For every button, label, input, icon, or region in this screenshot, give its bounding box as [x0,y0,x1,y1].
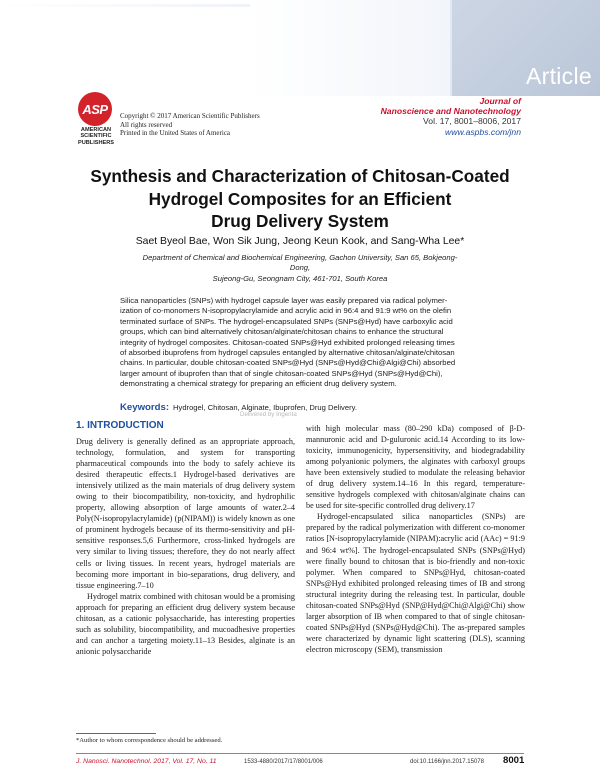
abstract-line: of absorbed ibuprofens from hydrogel capsules entangled by alternative chitosan/alginate/chitosan [120,348,455,358]
title-line: Hydrogel Composites for an Efficient [148,188,452,209]
page-number: 8001 [503,755,525,766]
author-list: Saet Byeol Bae, Won Sik Jung, Jeong Keun Kook, and Sang-Wha Lee* [135,236,465,247]
affiliation-line: Sujeong-Gu, Seongnam City, 461-701, South Korea [212,273,388,283]
footer-issn: 1533-4880/2017/17/8001/006 [244,759,323,765]
journal-url-link[interactable]: www.aspbs.com/jnn [445,126,521,137]
section-heading-introduction: 1. INTRODUCTION [76,420,164,431]
footnote-divider [76,733,156,734]
paragraph: with high molecular mass (80–290 kDa) composed of β-D-mannuronic acid and D-guluronic acid.14 According to its low-toxicity, immunogenicity, hypersensitivity, and biodegradability among polyanionic polymers, the alginates with carboxyl groups have been extensively studied to modulate the releasing behavior of drug delivery system.14–16 In this regard, temperature-sensitive hydrogels complexed with chitosan/alginate chains can be used for site-specific controlled drug delivery.17 [306,424,525,511]
title-line: Synthesis and Characterization of Chitosan-Coated [90,166,510,186]
keywords-list: Hydrogel, Chitosan, Alginate, Ibuprofen, Drug Delivery. [173,403,357,412]
copyright-line: Copyright © 2017 American Scientific Publishers [120,112,260,120]
abstract-line: integrity of hydrogel composites. Chitosan-coated SNPs@Hyd exhibited prolonged releasing times [120,337,455,347]
asp-logo-icon: ASP [78,92,112,126]
keywords-label: Keywords: [120,402,170,413]
paper-title [40,165,560,233]
corresponding-author-footnote: *Author to whom correspondence should be addressed. [76,737,223,744]
body-column-left [76,436,295,657]
abstract-line: larger amount of ibuprofen than that of single chitosan-coated SNPs@Hyd (SNPs@Hyd@Chi), [120,368,443,378]
abstract-line: chains. In particular, double chitosan-coated SNPs@Hyd (SNPs@Hyd@Chi@Algi@Chi) absorbed [120,358,456,368]
printed-line: Printed in the United States of America [120,129,231,138]
abstract [120,296,482,390]
paragraph: Hydrogel matrix combined with chitosan would be a promising approach for preparing an efficient drug delivery system because chitosan, as a cationic polysaccharide, has interesting properties such as solubility, biocompatibility, and mucoadhesive properties and can anchor a targeting moiety.11–13 Besides, alginate is an anionic polysaccharide [76,591,295,656]
copyright-notice [120,112,260,138]
article-type-label: Article [525,63,592,89]
affiliation [135,253,465,284]
paragraph: Hydrogel-encapsulated silica nanoparticles (SNPs) are prepared by the radical polymerization with different co-monomer ratios [N-isopropylacrylamide (NIPAM):acrylic acid (AAc) = 91:9 and 96:4 wt%]. The hydrogel-encapsulated SNPs (SNPs@Hyd) were finally bound to chitosan that is bio-friendly and non-toxic polymer. When compared to SNPs@Hyd, chitosan-coated SNPs@Hyd exhibited prolonged releasing times of IB and strong structural integrity during the releasing test. In particular, double chitosan-coated SNPs@Hyd (SNP@Hyd@Chi@Algi@Chi) show larger absorption of IB when compared to that of single chitosan-coated SNPs@Hyd (SNPs@Hyd@Chi). The as-prepared samples were characterized by dynamic light scattering (DLS), scanning electron microscopy (SEM), transmission [306,512,525,654]
delivery-watermark [240,411,297,419]
abstract-line: ization of co-monomers N-isopropylacrylamide and acrylic acid in 96:4 and 91:9 wt% on the olefin [120,306,452,316]
watermark-delivered-line: Delivered by Ingenta [240,411,297,418]
footer-divider [76,753,524,754]
keywords [120,402,482,413]
logo-line: SCIENTIFIC [80,133,112,140]
journal-info [381,96,521,137]
journal-name-line2: Nanoscience and Nanotechnology [380,106,521,117]
header-banner [0,0,600,96]
logo-line: PUBLISHERS [77,139,115,146]
journal-name-line1: Journal of [479,96,521,106]
journal-volume: Vol. 17, 8001–8006, 2017 [423,116,521,127]
abstract-line: Silica nanoparticles (SNPs) with hydrogel capsule layer was easily prepared via radical polymer- [120,296,448,305]
affiliation-line: Department of Chemical and Biochemical Engineering, Gachon University, San 65, Bokjeong-Dong, [142,253,458,273]
footer-doi: doi:10.1166/jnn.2017.15078 [410,759,484,765]
abstract-line: terminated surface of SNPs. The hydrogel-encapsulated SNPs (SNPs@Hyd) have carboxylic acid [120,316,453,326]
title-line: Drug Delivery System [211,211,389,231]
rights-line: All rights reserved [120,120,173,129]
abstract-line: groups, which can bind alternatively chitosan/alginate/chitosan chains to enhance the structural [120,327,444,337]
logo-line: AMERICAN [80,127,112,133]
abstract-line: demonstrating a chemical strategy for preparing an efficient drug delivery system. [120,379,397,389]
publisher-logo-text [72,127,120,146]
paragraph: Drug delivery is generally defined as an appropriate approach, technology, formulation, and system for transporting pharmaceutical compounds into the body to safely achieve its desired therapeutic effects.1 Hydrogel-based derivatives are intensively utilized as the main materials of drug delivery system owing to their biocompatibility, non-toxicity, and hydrophilic property, allowing absorption of large amounts of water.2–4 Poly(N-isopropylacrylamide) (p(NIPAM)) is widely known as one of prominent hydrogels because of its thermo-sensitivity and pH-sensitive responses.5,6 Furthermore, cross-linked hydrogels are very similar to living tissues; therefore, they do not nearly affect cells or living tissues. In recent years, hydrogel materials are becoming more important in bio-separations, drug delivery, and tissue engineering.7–10 [76,437,295,590]
body-column-right [306,423,525,655]
footer-citation: J. Nanosci. Nanotechnol. 2017, Vol. 17, No. 11 [76,758,217,765]
